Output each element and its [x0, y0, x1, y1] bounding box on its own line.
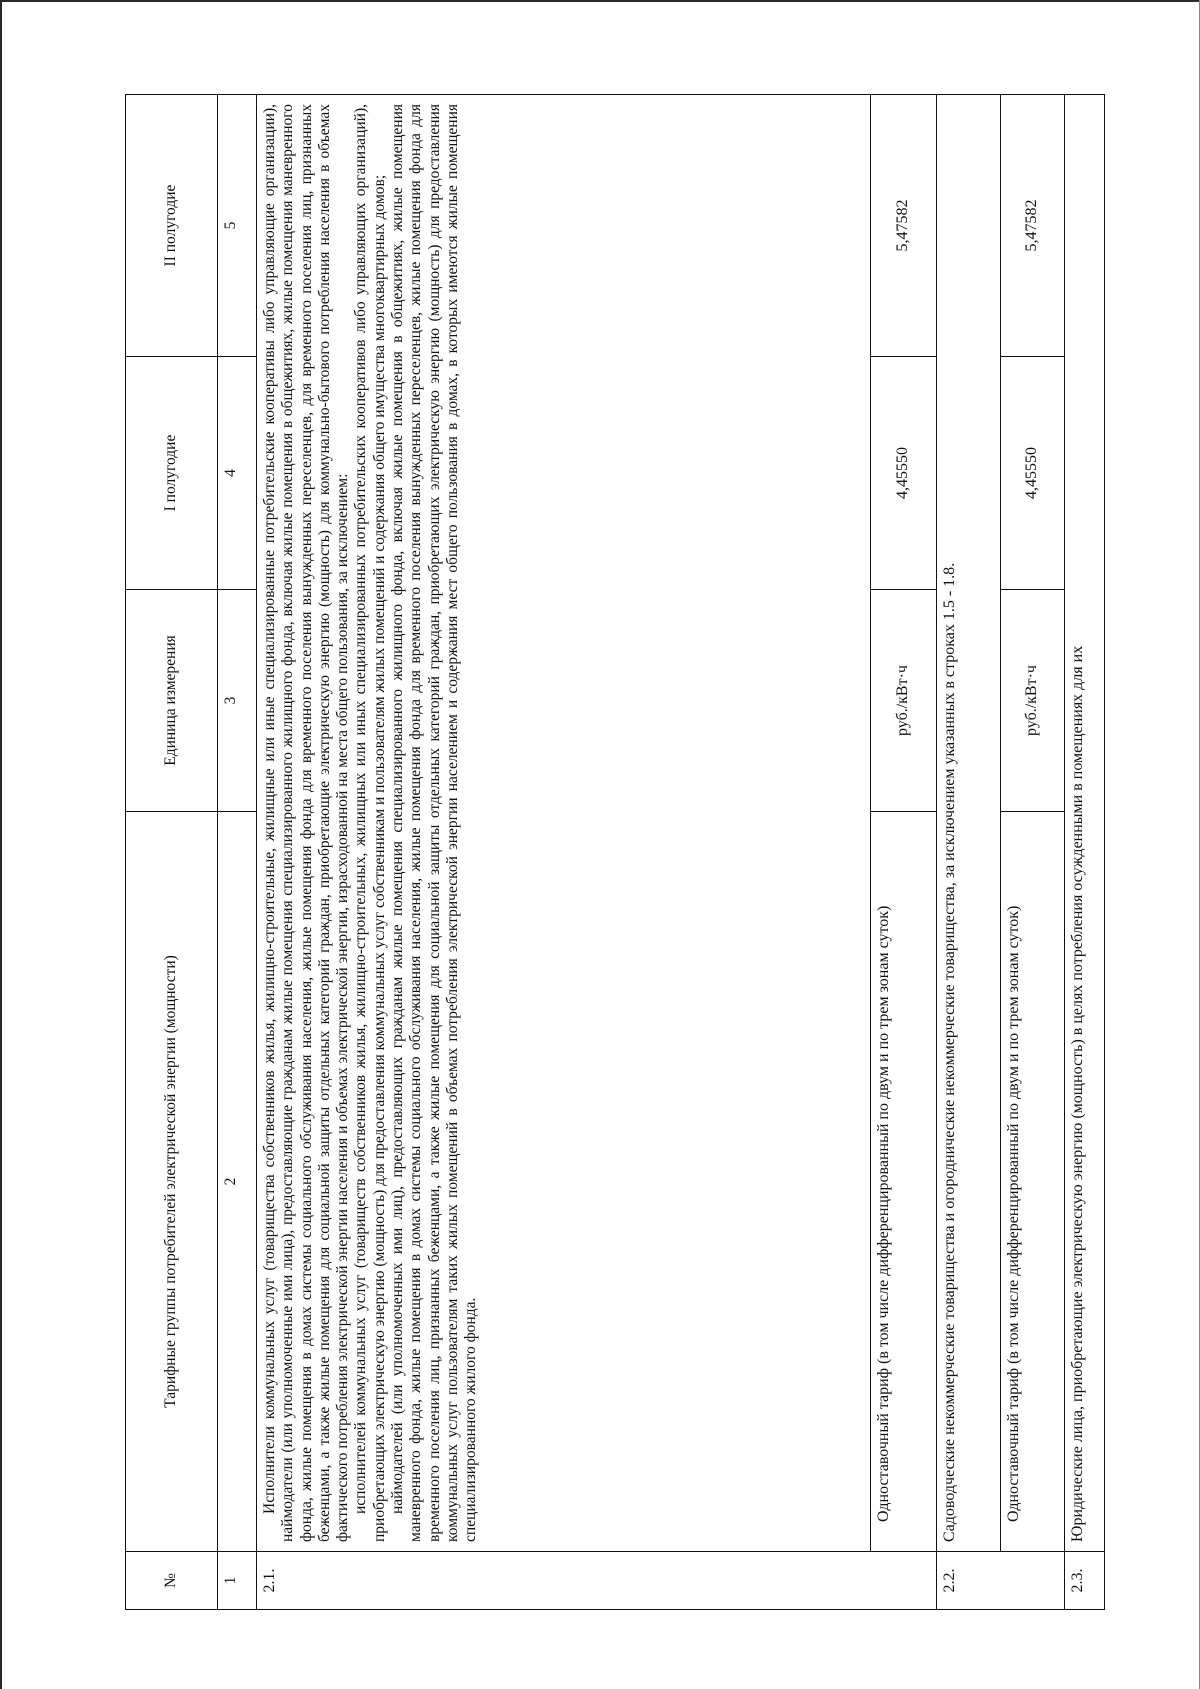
column-numbers-row: [218, 95, 257, 1610]
row-number-2-1: 2.1.: [257, 1552, 937, 1610]
scan-border-top: [0, 0, 1200, 2]
col-number-4: 4: [218, 357, 257, 590]
table-header-row: [126, 95, 218, 1610]
col-number-5: 5: [218, 95, 257, 357]
col-number-3: 3: [218, 590, 257, 812]
header-first-half: I полугодие: [126, 357, 218, 590]
table-row-2-1: [257, 95, 871, 1610]
row-2-1-paragraph-3: наймодателей (или уполномоченных ими лиц), предоставляющих гражданам жилые помещения специализированного жилищного фонда, включая жилые помещения в общежитиях, жилые помещения маневренного фонда, жилые помещения в домах системы социального обслуживания населения, жилые помещения фонда для временного поселения вынужденных переселенцев, жилые помещения фонда для временного поселения лиц, признанных беженцами, а также жилые помещения для социальной защиты отдельных категорий граждан, приобретающих электрическую энергию (мощность) для предоставления коммунальных услуг пользователям таких жилых помещений в объемах потребления электрической энергии населением и содержания мест общего пользования в домах, в которых имеются жилые помещения специализированного жилого фонда.: [388, 104, 480, 1542]
header-unit: Единица измерения: [126, 590, 218, 812]
row-2-1-first-half-value: 4,45550: [871, 357, 937, 590]
row-2-2-description: Садоводческие некоммерческие товарищества и огороднические некоммерческие товарищества, за исключением указанных в строках 1.5 - 1.8.: [937, 95, 1001, 1552]
rotated-page: [125, 95, 1105, 1610]
row-2-2-unit: руб./кВт·ч: [1001, 590, 1065, 812]
row-2-1-paragraph-1: Исполнители коммунальных услуг (товарищества собственников жилья, жилищно-строительные, жилищные или иные специализированные потребительские кооперативы либо управляющие организации), наймодатели (или уполномоченные ими лица), предоставляющие гражданам жилые помещения специализированного жилищного фонда, включая жилые помещения в общежитиях, жилые помещения маневренного фонда, жилые помещения в домах системы социального обслуживания населения, жилые помещения фонда для временного поселения вынужденных переселенцев, для временного поселения лиц, признанных беженцами, а также жилые помещения для социальной защиты отдельных категорий граждан, приобретающие электрическую энергию (мощность) для коммунально-бытового потребления населения в объемах фактического потребления электрической энергии населения и объемах электрической энергии, израсходованной на места общего пользования, за исключением:: [261, 104, 352, 1542]
row-2-3-description: Юридические лица, приобретающие электрическую энергию (мощность) в целях потребления осужденными в помещениях для их: [1065, 95, 1105, 1552]
row-2-2-first-half-value: 4,45550: [1001, 357, 1065, 590]
row-2-1-paragraph-2: исполнителей коммунальных услуг (товариществ собственников жилья, жилищно-строительных, жилищных или иных специализированных потребительских кооперативов либо управляющих организаций), приобретающих электрическую энергию (мощность) для предоставления коммунальных услуг собственникам и пользователям жилых помещений и содержания общего имущества многоквартирных домов;: [352, 104, 388, 1542]
col-number-2: 2: [218, 812, 257, 1552]
table-row-2-2-tariff: [1001, 95, 1065, 1610]
table-row-2-2: [937, 95, 1001, 1610]
row-2-1-second-half-value: 5,47582: [871, 95, 937, 357]
header-second-half: II полугодие: [126, 95, 218, 357]
header-tariff-group: Тарифные группы потребителей электрической энергии (мощности): [126, 812, 218, 1552]
row-2-1-unit: руб./кВт·ч: [871, 590, 937, 812]
header-number: №: [126, 1552, 218, 1610]
row-2-2-tariff-label: Одноставочный тариф (в том числе дифференцированный по двум и по трем зонам суток): [1001, 812, 1065, 1552]
table-row-2-3: [1065, 95, 1105, 1610]
col-number-1: 1: [218, 1552, 257, 1610]
table-row-2-1-tariff: [871, 95, 937, 1610]
tariff-table: [125, 94, 1105, 1610]
row-2-1-description: [257, 95, 871, 1552]
row-number-2-3: 2.3.: [1065, 1552, 1105, 1610]
row-number-2-2: 2.2.: [937, 1552, 1065, 1610]
row-2-2-second-half-value: 5,47582: [1001, 95, 1065, 357]
row-2-1-tariff-label: Одноставочный тариф (в том числе дифференцированный по двум и по трем зонам суток): [871, 812, 937, 1552]
scan-border-left: [0, 0, 2, 1689]
